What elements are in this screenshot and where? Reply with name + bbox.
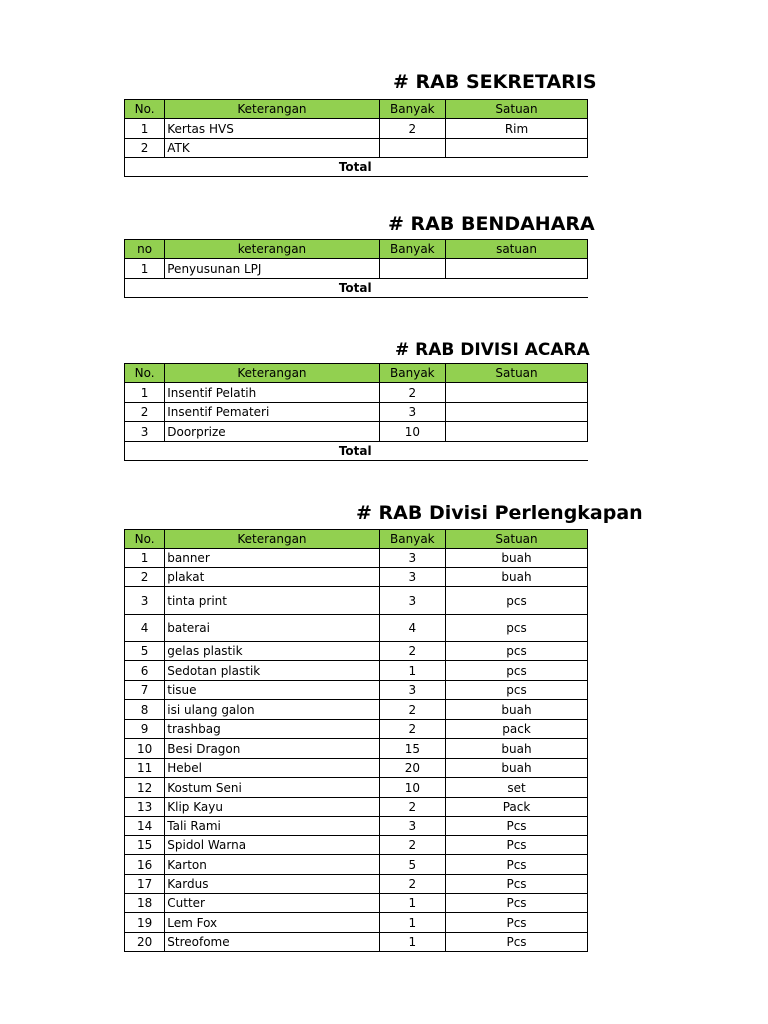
total-label: Total <box>125 158 588 177</box>
cell-no: 11 <box>125 759 165 778</box>
cell-keterangan: Karton <box>165 855 379 875</box>
header-no: No. <box>125 100 165 119</box>
cell-satuan <box>446 139 588 158</box>
cell-no: 6 <box>125 661 165 681</box>
table-row <box>125 855 588 875</box>
cell-keterangan: Kertas HVS <box>165 119 379 139</box>
cell-satuan: pcs <box>446 615 588 642</box>
cell-satuan: Pcs <box>446 836 588 855</box>
cell-no: 4 <box>125 615 165 642</box>
header-keterangan: Keterangan <box>165 530 379 549</box>
cell-satuan: pcs <box>446 587 588 615</box>
cell-keterangan: Sedotan plastik <box>165 661 379 681</box>
cell-banyak <box>379 139 445 158</box>
table-row <box>125 615 588 642</box>
cell-banyak: 2 <box>379 119 445 139</box>
cell-keterangan: Kostum Seni <box>165 778 379 798</box>
table-row <box>125 875 588 894</box>
cell-satuan: Pcs <box>446 894 588 913</box>
header-no: No. <box>125 530 165 549</box>
cell-banyak: 2 <box>379 383 445 403</box>
cell-satuan: Pack <box>446 798 588 817</box>
section-title-divisi-acara: # RAB DIVISI ACARA <box>395 340 590 360</box>
cell-satuan: Rim <box>446 119 588 139</box>
header-satuan: Satuan <box>446 530 588 549</box>
table-row <box>125 739 588 759</box>
cell-satuan: Pcs <box>446 855 588 875</box>
header-banyak: Banyak <box>379 240 445 259</box>
cell-banyak: 2 <box>379 642 445 661</box>
table-row <box>125 913 588 933</box>
cell-banyak: 5 <box>379 855 445 875</box>
table-row <box>125 642 588 661</box>
header-banyak: Banyak <box>379 100 445 119</box>
cell-banyak: 1 <box>379 661 445 681</box>
cell-banyak: 2 <box>379 720 445 739</box>
table-row <box>125 139 588 158</box>
total-row <box>125 158 588 177</box>
cell-banyak: 2 <box>379 700 445 720</box>
cell-banyak: 3 <box>379 549 445 568</box>
cell-no: 2 <box>125 568 165 587</box>
table-row <box>125 817 588 836</box>
cell-keterangan: ATK <box>165 139 379 158</box>
cell-satuan: Pcs <box>446 933 588 952</box>
cell-no: 14 <box>125 817 165 836</box>
cell-satuan: buah <box>446 739 588 759</box>
cell-banyak: 10 <box>379 778 445 798</box>
cell-no: 16 <box>125 855 165 875</box>
cell-banyak: 1 <box>379 933 445 952</box>
table-row <box>125 836 588 855</box>
table-row <box>125 259 588 279</box>
cell-no: 3 <box>125 587 165 615</box>
cell-no: 19 <box>125 913 165 933</box>
cell-keterangan: Insentif Pemateri <box>165 403 379 422</box>
total-label: Total <box>125 279 588 298</box>
total-label: Total <box>125 442 588 461</box>
table-row <box>125 700 588 720</box>
cell-keterangan: Doorprize <box>165 422 379 442</box>
table-row <box>125 383 588 403</box>
cell-keterangan: Lem Fox <box>165 913 379 933</box>
table-bendahara <box>124 239 588 298</box>
section-title-bendahara: # RAB BENDAHARA <box>388 213 595 235</box>
cell-keterangan: trashbag <box>165 720 379 739</box>
cell-no: 2 <box>125 403 165 422</box>
total-row <box>125 442 588 461</box>
table-row <box>125 778 588 798</box>
cell-keterangan: baterai <box>165 615 379 642</box>
cell-no: 13 <box>125 798 165 817</box>
table-row <box>125 568 588 587</box>
cell-no: 1 <box>125 383 165 403</box>
cell-no: 3 <box>125 422 165 442</box>
header-no: no <box>125 240 165 259</box>
cell-banyak <box>379 259 445 279</box>
cell-no: 12 <box>125 778 165 798</box>
cell-no: 20 <box>125 933 165 952</box>
table-row <box>125 549 588 568</box>
cell-keterangan: banner <box>165 549 379 568</box>
header-keterangan: Keterangan <box>165 364 379 383</box>
cell-banyak: 3 <box>379 587 445 615</box>
cell-keterangan: plakat <box>165 568 379 587</box>
cell-no: 18 <box>125 894 165 913</box>
header-banyak: Banyak <box>379 530 445 549</box>
cell-satuan: buah <box>446 759 588 778</box>
cell-keterangan: isi ulang galon <box>165 700 379 720</box>
cell-satuan: buah <box>446 700 588 720</box>
cell-banyak: 2 <box>379 875 445 894</box>
table-sekretaris <box>124 99 588 177</box>
cell-no: 10 <box>125 739 165 759</box>
cell-satuan: Pcs <box>446 875 588 894</box>
cell-banyak: 2 <box>379 798 445 817</box>
cell-banyak: 3 <box>379 568 445 587</box>
cell-banyak: 3 <box>379 817 445 836</box>
table-row <box>125 661 588 681</box>
cell-banyak: 3 <box>379 403 445 422</box>
table-row <box>125 119 588 139</box>
cell-satuan: Pcs <box>446 913 588 933</box>
cell-satuan: Pcs <box>446 817 588 836</box>
cell-keterangan: Streofome <box>165 933 379 952</box>
cell-satuan <box>446 403 588 422</box>
header-satuan: satuan <box>446 240 588 259</box>
cell-satuan: pack <box>446 720 588 739</box>
cell-no: 9 <box>125 720 165 739</box>
table-divisi-acara <box>124 363 588 461</box>
table-row <box>125 403 588 422</box>
cell-satuan <box>446 422 588 442</box>
cell-no: 5 <box>125 642 165 661</box>
cell-satuan: pcs <box>446 681 588 700</box>
cell-banyak: 1 <box>379 913 445 933</box>
cell-banyak: 10 <box>379 422 445 442</box>
section-title-divisi-perlengkapan: # RAB Divisi Perlengkapan <box>356 502 643 524</box>
cell-keterangan: tinta print <box>165 587 379 615</box>
table-row <box>125 720 588 739</box>
table-row <box>125 422 588 442</box>
cell-keterangan: Cutter <box>165 894 379 913</box>
cell-satuan: set <box>446 778 588 798</box>
header-satuan: Satuan <box>446 100 588 119</box>
cell-banyak: 1 <box>379 894 445 913</box>
cell-keterangan: gelas plastik <box>165 642 379 661</box>
cell-keterangan: tisue <box>165 681 379 700</box>
table-row <box>125 587 588 615</box>
cell-keterangan: Kardus <box>165 875 379 894</box>
cell-no: 1 <box>125 549 165 568</box>
table-divisi-perlengkapan <box>124 529 588 952</box>
cell-satuan: buah <box>446 549 588 568</box>
cell-keterangan: Spidol Warna <box>165 836 379 855</box>
cell-banyak: 20 <box>379 759 445 778</box>
header-keterangan: keterangan <box>165 240 379 259</box>
header-banyak: Banyak <box>379 364 445 383</box>
cell-no: 8 <box>125 700 165 720</box>
table-row <box>125 894 588 913</box>
cell-no: 2 <box>125 139 165 158</box>
total-row <box>125 279 588 298</box>
cell-banyak: 2 <box>379 836 445 855</box>
table-row <box>125 759 588 778</box>
cell-satuan <box>446 259 588 279</box>
cell-satuan <box>446 383 588 403</box>
cell-no: 15 <box>125 836 165 855</box>
cell-banyak: 3 <box>379 681 445 700</box>
table-row <box>125 933 588 952</box>
header-keterangan: Keterangan <box>165 100 379 119</box>
cell-satuan: buah <box>446 568 588 587</box>
cell-satuan: pcs <box>446 642 588 661</box>
cell-keterangan: Penyusunan LPJ <box>165 259 379 279</box>
section-title-sekretaris: # RAB SEKRETARIS <box>393 71 597 93</box>
cell-no: 1 <box>125 259 165 279</box>
cell-keterangan: Besi Dragon <box>165 739 379 759</box>
table-row <box>125 681 588 700</box>
cell-no: 1 <box>125 119 165 139</box>
cell-banyak: 15 <box>379 739 445 759</box>
header-satuan: Satuan <box>446 364 588 383</box>
table-row <box>125 798 588 817</box>
cell-banyak: 4 <box>379 615 445 642</box>
cell-no: 7 <box>125 681 165 700</box>
cell-no: 17 <box>125 875 165 894</box>
cell-satuan: pcs <box>446 661 588 681</box>
cell-keterangan: Tali Rami <box>165 817 379 836</box>
header-no: No. <box>125 364 165 383</box>
cell-keterangan: Insentif Pelatih <box>165 383 379 403</box>
cell-keterangan: Klip Kayu <box>165 798 379 817</box>
cell-keterangan: Hebel <box>165 759 379 778</box>
